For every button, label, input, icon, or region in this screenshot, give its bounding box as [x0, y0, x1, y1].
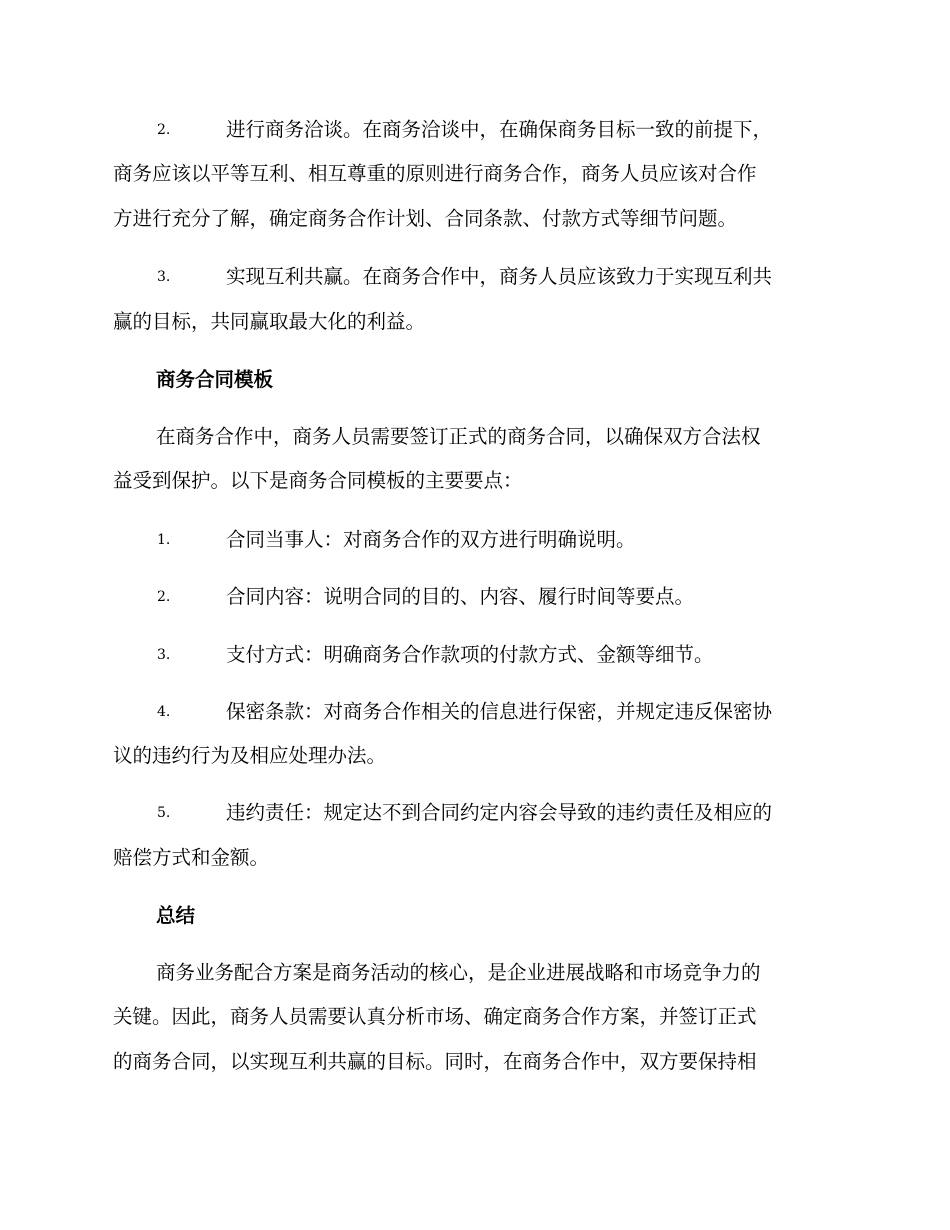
paragraph-line: 商务应该以平等互利、相互尊重的原则进行商务合作，商务人员应该对合作 — [113, 162, 757, 185]
paragraph-line: 赢的目标，共同赢取最大化的利益。 — [113, 310, 426, 333]
list-number: 2. — [157, 589, 171, 605]
list-item-continuation: 议的违约行为及相应处理办法。 — [113, 744, 387, 767]
list-item: 违约责任：规定达不到合同约定内容会导致的违约责任及相应的 — [226, 801, 773, 824]
paragraph-line: 商务业务配合方案是商务活动的核心，是企业进展战略和市场竞争力的 — [156, 961, 761, 984]
list-item-continuation: 赔偿方式和金额。 — [113, 846, 270, 869]
list-number: 3. — [157, 269, 171, 285]
paragraph-line: 关键。因此，商务人员需要认真分析市场、确定商务合作方案，并签订正式 — [113, 1005, 757, 1028]
paragraph-line: 实现互利共赢。在商务合作中，商务人员应该致力于实现互利共 — [226, 265, 773, 288]
section-heading: 商务合同模板 — [156, 368, 274, 391]
list-item: 支付方式：明确商务合作款项的付款方式、金额等细节。 — [226, 643, 714, 666]
paragraph-line: 方进行充分了解，确定商务合作计划、合同条款、付款方式等细节问题。 — [113, 207, 738, 230]
list-number: 1. — [157, 532, 171, 548]
list-item: 合同内容：说明合同的目的、内容、履行时间等要点。 — [226, 585, 695, 608]
paragraph-line: 进行商务洽谈。在商务洽谈中，在确保商务目标一致的前提下， — [226, 118, 773, 141]
list-item: 合同当事人：对商务合作的双方进行明确说明。 — [226, 528, 636, 551]
paragraph-line: 的商务合同，以实现互利共赢的目标。同时，在商务合作中，双方要保持相 — [113, 1050, 757, 1073]
section-heading: 总结 — [156, 904, 196, 927]
list-number: 2. — [157, 122, 171, 138]
list-number: 4. — [157, 704, 171, 720]
list-number: 3. — [157, 647, 171, 663]
list-item: 保密条款：对商务合作相关的信息进行保密，并规定违反保密协 — [226, 700, 773, 723]
paragraph-line: 益受到保护。以下是商务合同模板的主要要点： — [113, 469, 523, 492]
paragraph-line: 在商务合作中，商务人员需要签订正式的商务合同，以确保双方合法权 — [156, 425, 761, 448]
list-number: 5. — [157, 805, 171, 821]
